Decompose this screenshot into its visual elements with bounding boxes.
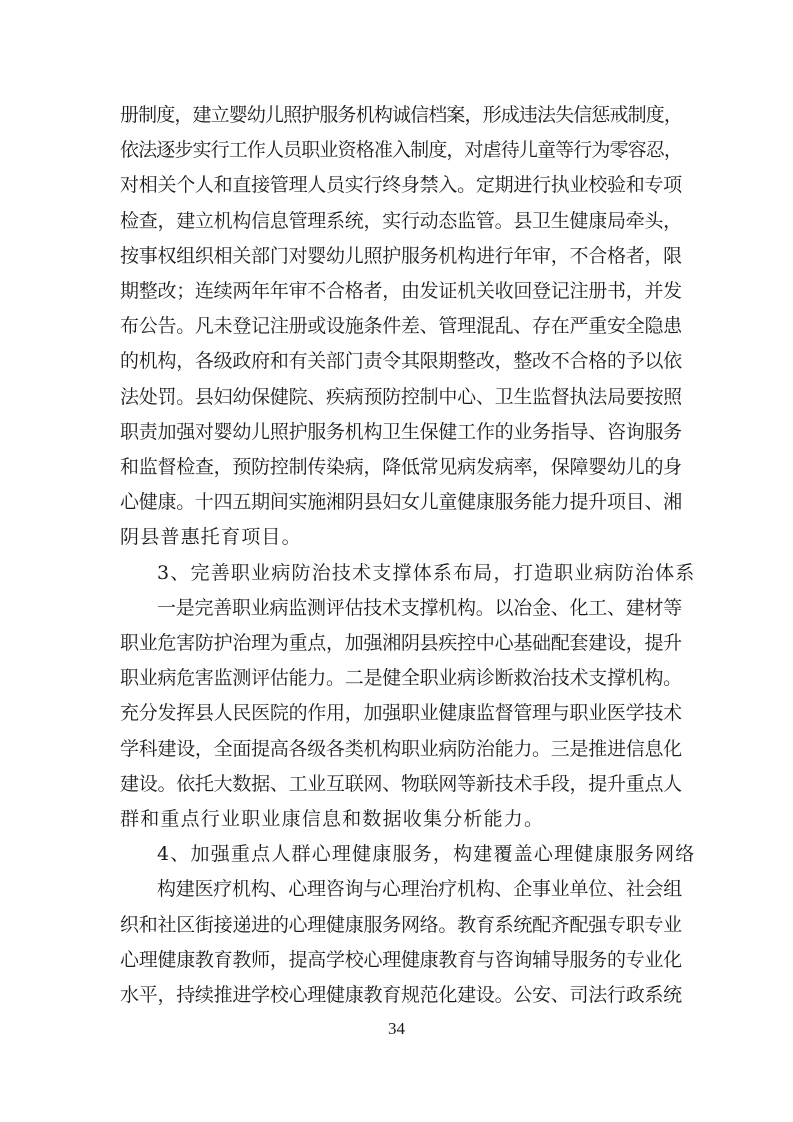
paragraph-1-line-11: 和监督检查，预防控制传染病，降低常见病发病率，保障婴幼儿的身: [120, 456, 682, 478]
paragraph-1-line-10: 职责加强对婴幼儿照护服务机构卫生保健工作的业务指导、咨询服务: [120, 420, 682, 443]
paragraph-1-line-4: 检查，建立机构信息管理系统，实行动态监管。县卫生健康局牵头，: [120, 209, 682, 232]
paragraph-2-line-6: 建设。依托大数据、工业互联网、物联网等新技术手段，提升重点人: [120, 772, 682, 795]
paragraph-1-line-9: 法处罚。县妇幼保健院、疾病预防控制中心、卫生监督执法局要按照: [120, 385, 682, 408]
section-heading-4: 4、加强重点人群心理健康服务，构建覆盖心理健康服务网络: [157, 843, 696, 866]
section-heading-3: 3、完善职业病防治技术支撑体系布局，打造职业病防治体系: [157, 561, 696, 584]
paragraph-1-line-13: 阴县普惠托育项目。: [120, 526, 302, 549]
paragraph-1-line-5: 按事权组织相关部门对婴幼儿照护服务机构进行年审，不合格者，限: [120, 244, 682, 267]
paragraph-1-line-12: 心健康。十四五期间实施湘阴县妇女儿童健康服务能力提升项目、湘: [120, 491, 682, 514]
paragraph-3-line-1: 构建医疗机构、心理咨询与心理治疗机构、企事业单位、社会组: [157, 878, 683, 901]
paragraph-2-line-7: 群和重点行业职业康信息和数据收集分析能力。: [120, 808, 545, 830]
paragraph-3-line-4: 水平，持续推进学校心理健康教育规范化建设。公安、司法行政系统: [120, 984, 682, 1006]
paragraph-1-line-2: 依法逐步实行工作人员职业资格准入制度，对虐待儿童等行为零容忍，: [120, 139, 683, 162]
paragraph-1-line-3: 对相关个人和直接管理人员实行终身禁入。定期进行执业校验和专项: [120, 174, 682, 197]
paragraph-1-line-6: 期整改；连续两年年审不合格者，由发证机关收回登记注册书，并发: [120, 280, 682, 302]
paragraph-1-line-1: 册制度，建立婴幼儿照护服务机构诚信档案，形成违法失信惩戒制度，: [120, 104, 683, 126]
paragraph-3-line-3: 心理健康教育教师，提高学校心理健康教育与咨询辅导服务的专业化: [120, 948, 682, 971]
paragraph-2-line-2: 职业危害防护治理为重点，加强湘阴县疾控中心基础配套建设，提升: [120, 632, 682, 654]
paragraph-2-line-3: 职业病危害监测评估能力。二是健全职业病诊断救治技术支撑机构。: [120, 667, 682, 690]
paragraph-1-line-8: 的机构，各级政府和有关部门责令其限期整改，整改不合格的予以依: [120, 350, 682, 373]
paragraph-2-line-5: 学科建设，全面提高各级各类机构职业病防治能力。三是推进信息化: [120, 737, 682, 760]
paragraph-1-line-7: 布公告。凡未登记注册或设施条件差、管理混乱、存在严重安全隐患: [120, 315, 682, 338]
paragraph-3-line-2: 织和社区街接递进的心理健康服务网络。教育系统配齐配强专职专业: [120, 913, 682, 936]
paragraph-2-line-4: 充分发挥县人民医院的作用，加强职业健康监督管理与职业医学技术: [120, 702, 682, 725]
page-number: 34: [388, 1019, 405, 1038]
paragraph-2-line-1: 一是完善职业病监测评估技术支撑机构。以冶金、化工、建材等: [157, 596, 683, 619]
